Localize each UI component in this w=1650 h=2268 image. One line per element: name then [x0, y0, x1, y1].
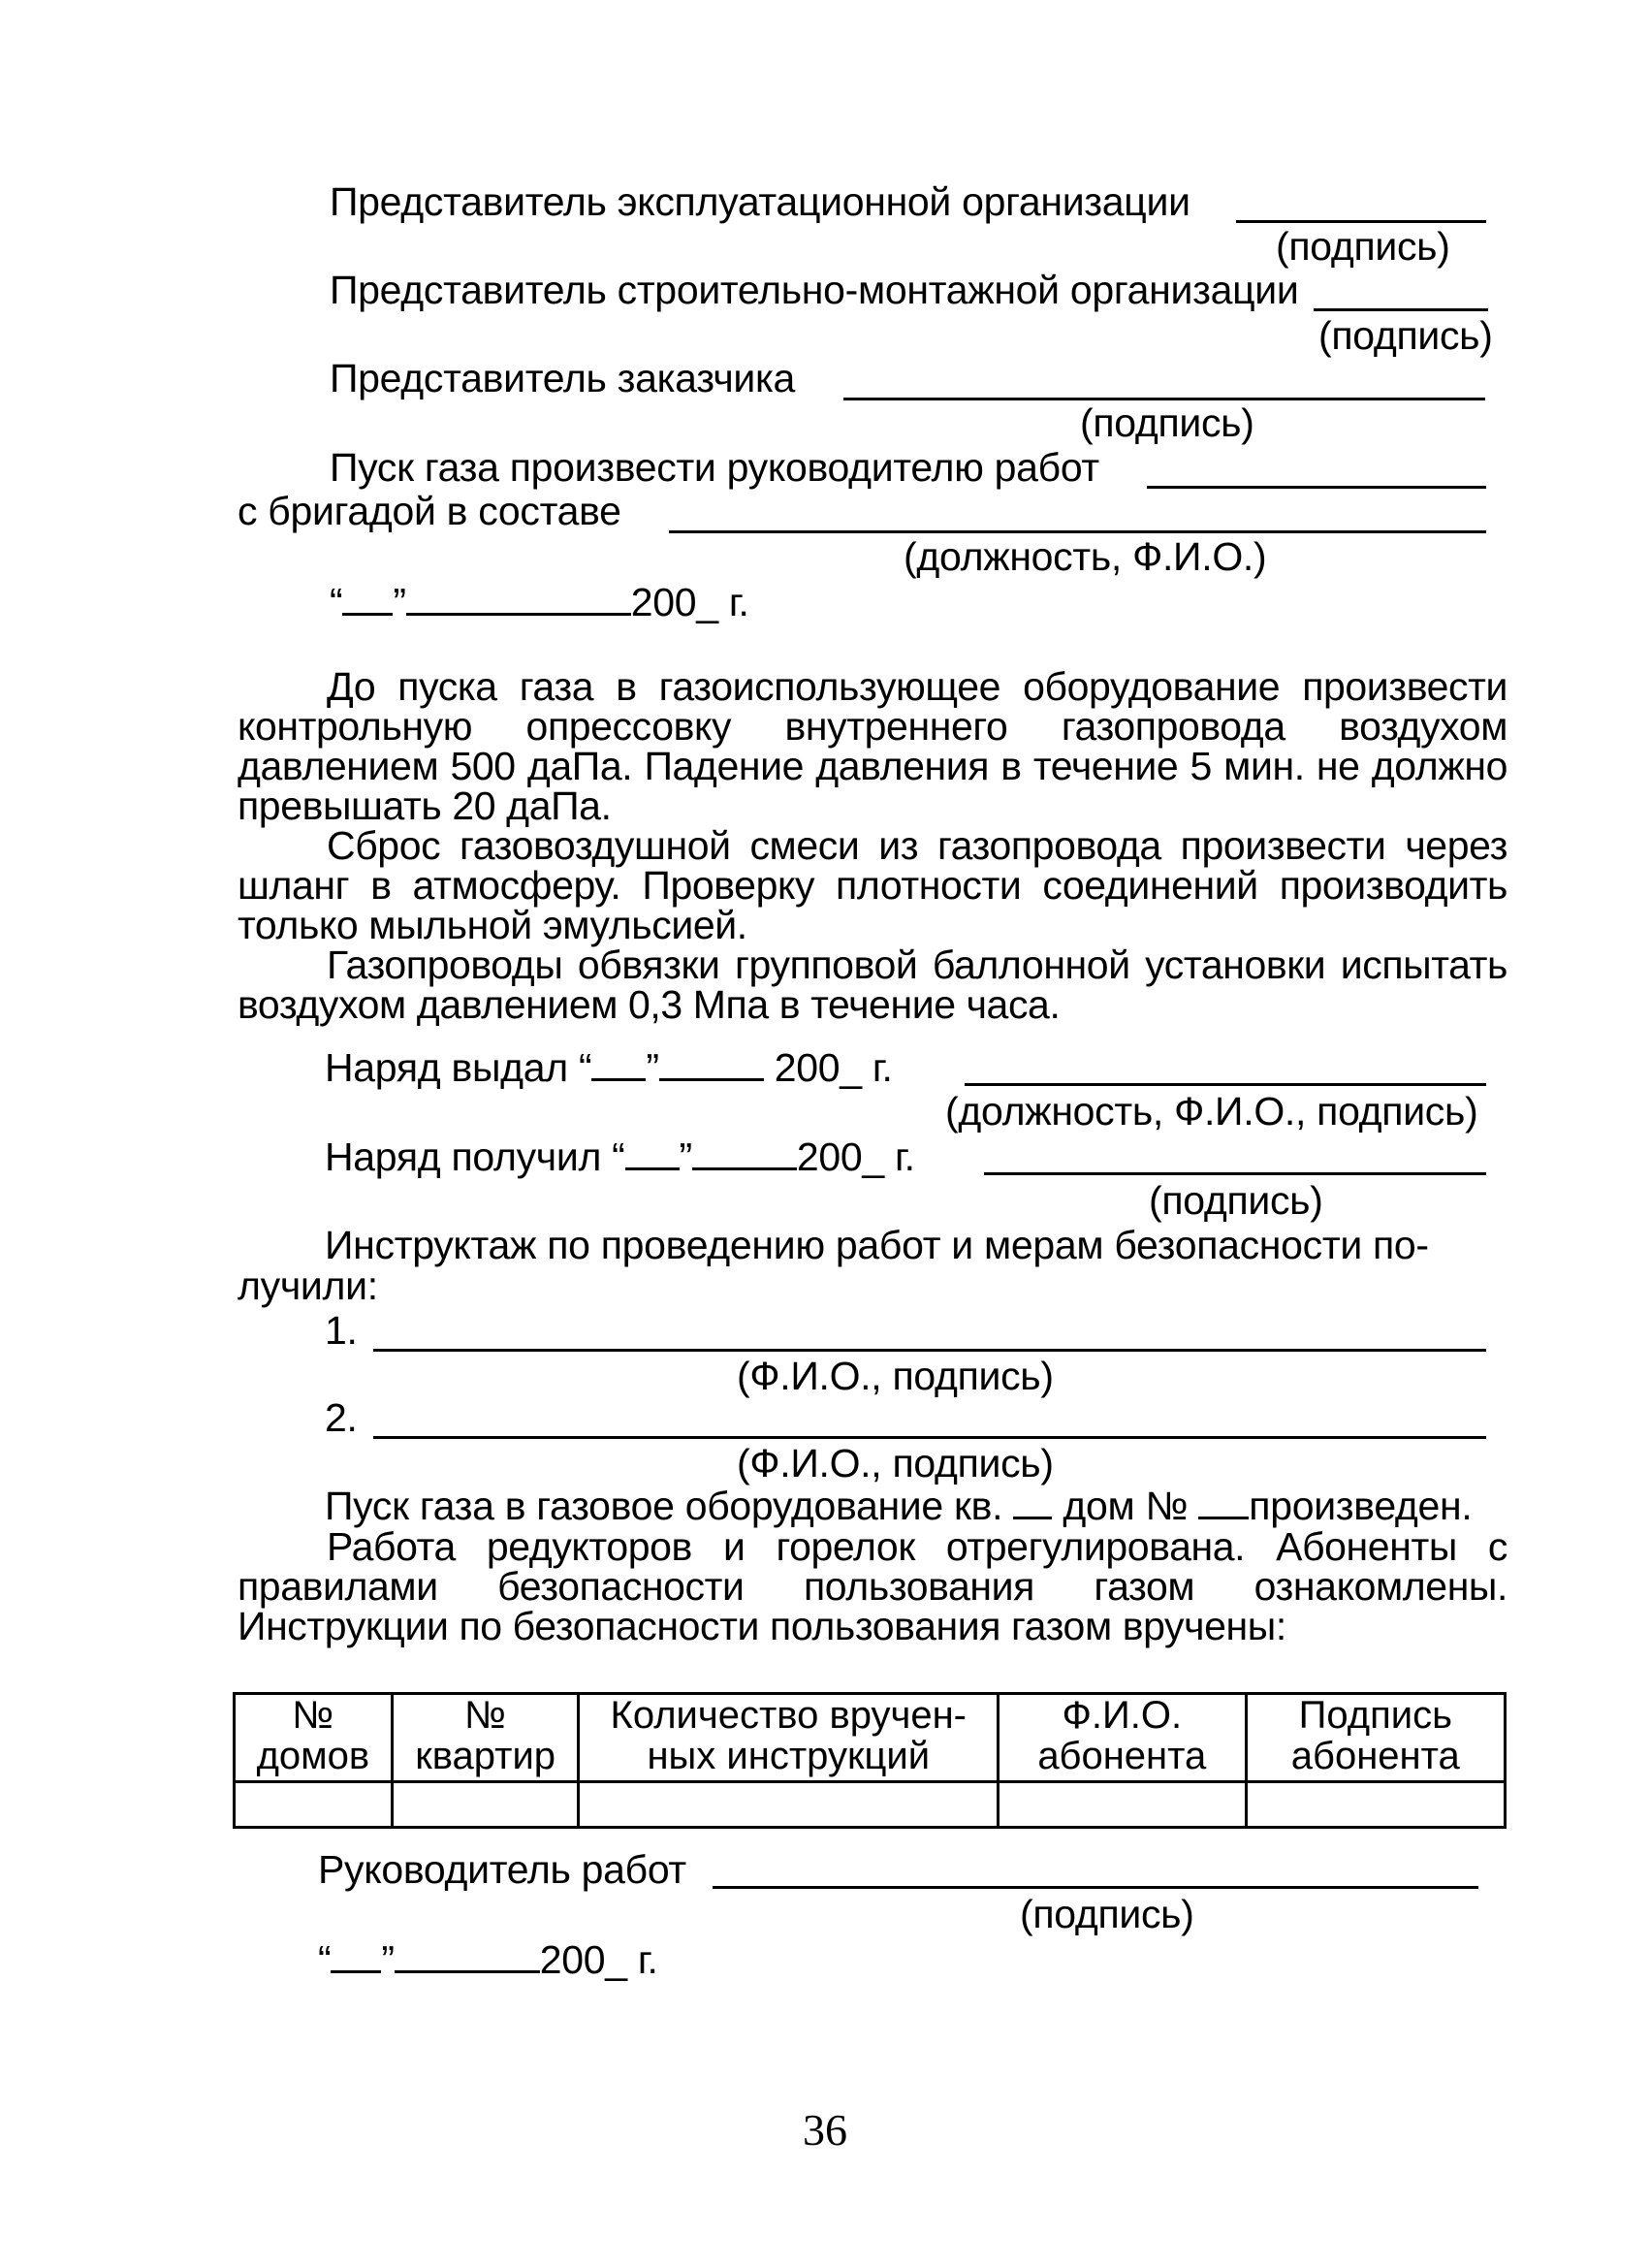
house-blank [1198, 1484, 1249, 1519]
table-cell [392, 1782, 579, 1828]
table-cell [579, 1782, 999, 1828]
order-issued-year: 200_ г. [774, 1045, 893, 1090]
completion-house-label: дом № [1063, 1484, 1189, 1528]
day-blank [342, 580, 393, 616]
quote-close: ” [381, 1937, 395, 1982]
position-caption: (должность, Ф.И.О.) [904, 534, 1267, 579]
footer-manager-label: Руководитель работ [318, 1847, 686, 1892]
page-number: 36 [803, 2105, 847, 2155]
gas-start-manager-label: Пуск газа произвести руководителю работ [330, 445, 1099, 490]
manager-line [1147, 486, 1486, 489]
day-blank [331, 1937, 381, 1973]
table-cell [235, 1782, 393, 1828]
briefing-item-2-number: 2. [325, 1395, 358, 1440]
signature-caption: (подпись) [1080, 400, 1254, 445]
table-header-cell: № квартир [392, 1694, 579, 1782]
table-row [235, 1782, 1506, 1828]
table-header-row [235, 1694, 1506, 1782]
month-blank [406, 580, 631, 616]
order-received-caption: (подпись) [1149, 1178, 1323, 1223]
footer-manager-caption: (подпись) [1020, 1892, 1194, 1936]
briefing-item-1-caption: (Ф.И.О., подпись) [737, 1354, 1054, 1398]
order-received-year: 200_ г. [796, 1134, 915, 1179]
order-issued-label: Наряд выдал “ [325, 1045, 592, 1090]
footer-manager-line [713, 1886, 1478, 1889]
signature-caption: (подпись) [1276, 224, 1450, 269]
order-received-line [325, 1134, 915, 1178]
order-received-signature-line [984, 1172, 1486, 1175]
completion-done-label: произведен. [1249, 1484, 1473, 1528]
briefing-item-2-caption: (Ф.И.О., подпись) [737, 1441, 1054, 1485]
instruction-paragraph-1: До пуска газа в газоиспользующее оборудование произвести контрольную опрессовку внутреннего газопровода воздухом давлением 500 даПа. Падение давления в течение 5 мин. не должно превышать 20 даПа. [238, 664, 1507, 828]
exploitation-org-label: Представитель эксплуатационной организации [330, 179, 1190, 224]
instruction-paragraph-2: Сброс газовоздушной смеси из газопровода произвести через шланг в атмосферу. Проверку плотности соединений производить только мыльной эмульсией. [238, 823, 1507, 947]
month-blank [395, 1937, 540, 1973]
quote-close: ” [679, 1134, 692, 1179]
quote-close: ” [393, 580, 406, 624]
signature-caption: (подпись) [1318, 313, 1493, 358]
completion-line [325, 1484, 1473, 1527]
construction-org-label: Представитель строительно-монтажной организации [330, 268, 1299, 312]
date-year: 200_ г. [630, 580, 749, 624]
instructions-block [238, 664, 1507, 1027]
table-header-cell: № домов [235, 1694, 393, 1782]
table-cell [999, 1782, 1247, 1828]
apartment-blank [1013, 1484, 1052, 1519]
instructions-table [233, 1692, 1507, 1829]
quote-open: “ [318, 1937, 332, 1982]
order-issued-signature-line [965, 1083, 1486, 1086]
day-blank [591, 1045, 646, 1081]
brigade-label: с бригадой в составе [238, 489, 621, 533]
briefing-item-1-line [373, 1349, 1486, 1352]
day-blank [625, 1134, 680, 1170]
table-header-cell: Подпись абонента [1246, 1694, 1505, 1782]
completion-paragraph: Работа редукторов и горелок отрегулирована. Абоненты с правилами безопасности пользования газом ознакомлены. Инструкции по безопасности пользования газом вручены: [238, 1524, 1507, 1648]
instruction-paragraph-3: Газопроводы обвязки групповой баллонной установки испытать воздухом давлением 0,3 Мпа в течение часа. [238, 942, 1507, 1027]
exploitation-signature-line [1236, 220, 1486, 223]
order-issued-line [325, 1045, 893, 1089]
customer-label: Представитель заказчика [330, 356, 796, 400]
completion-apartment-label: Пуск газа в газовое оборудование кв. [325, 1484, 1003, 1528]
table-header-cell: Ф.И.О. абонента [999, 1694, 1247, 1782]
month-blank [659, 1045, 764, 1081]
quote-open: “ [330, 580, 343, 624]
briefing-text-line1: Инструктаж по проведению работ и мерам безопасности по- [325, 1223, 1429, 1267]
month-blank [692, 1134, 797, 1170]
briefing-item-1-number: 1. [325, 1308, 358, 1353]
order-received-label: Наряд получил “ [325, 1134, 625, 1179]
date-line-1 [330, 580, 749, 623]
briefing-item-2-line [373, 1436, 1486, 1439]
footer-date-line [318, 1937, 658, 1981]
construction-signature-line [1314, 308, 1488, 311]
quote-close: ” [646, 1045, 659, 1090]
table-header-cell: Количество вручен- ных инструкций [579, 1694, 999, 1782]
date-year: 200_ г. [539, 1937, 658, 1982]
brigade-line [669, 530, 1486, 533]
completion-block [238, 1524, 1507, 1648]
order-issued-caption: (должность, Ф.И.О., подпись) [945, 1089, 1478, 1134]
briefing-text-line2: лучили: [238, 1263, 378, 1308]
table-cell [1246, 1782, 1505, 1828]
